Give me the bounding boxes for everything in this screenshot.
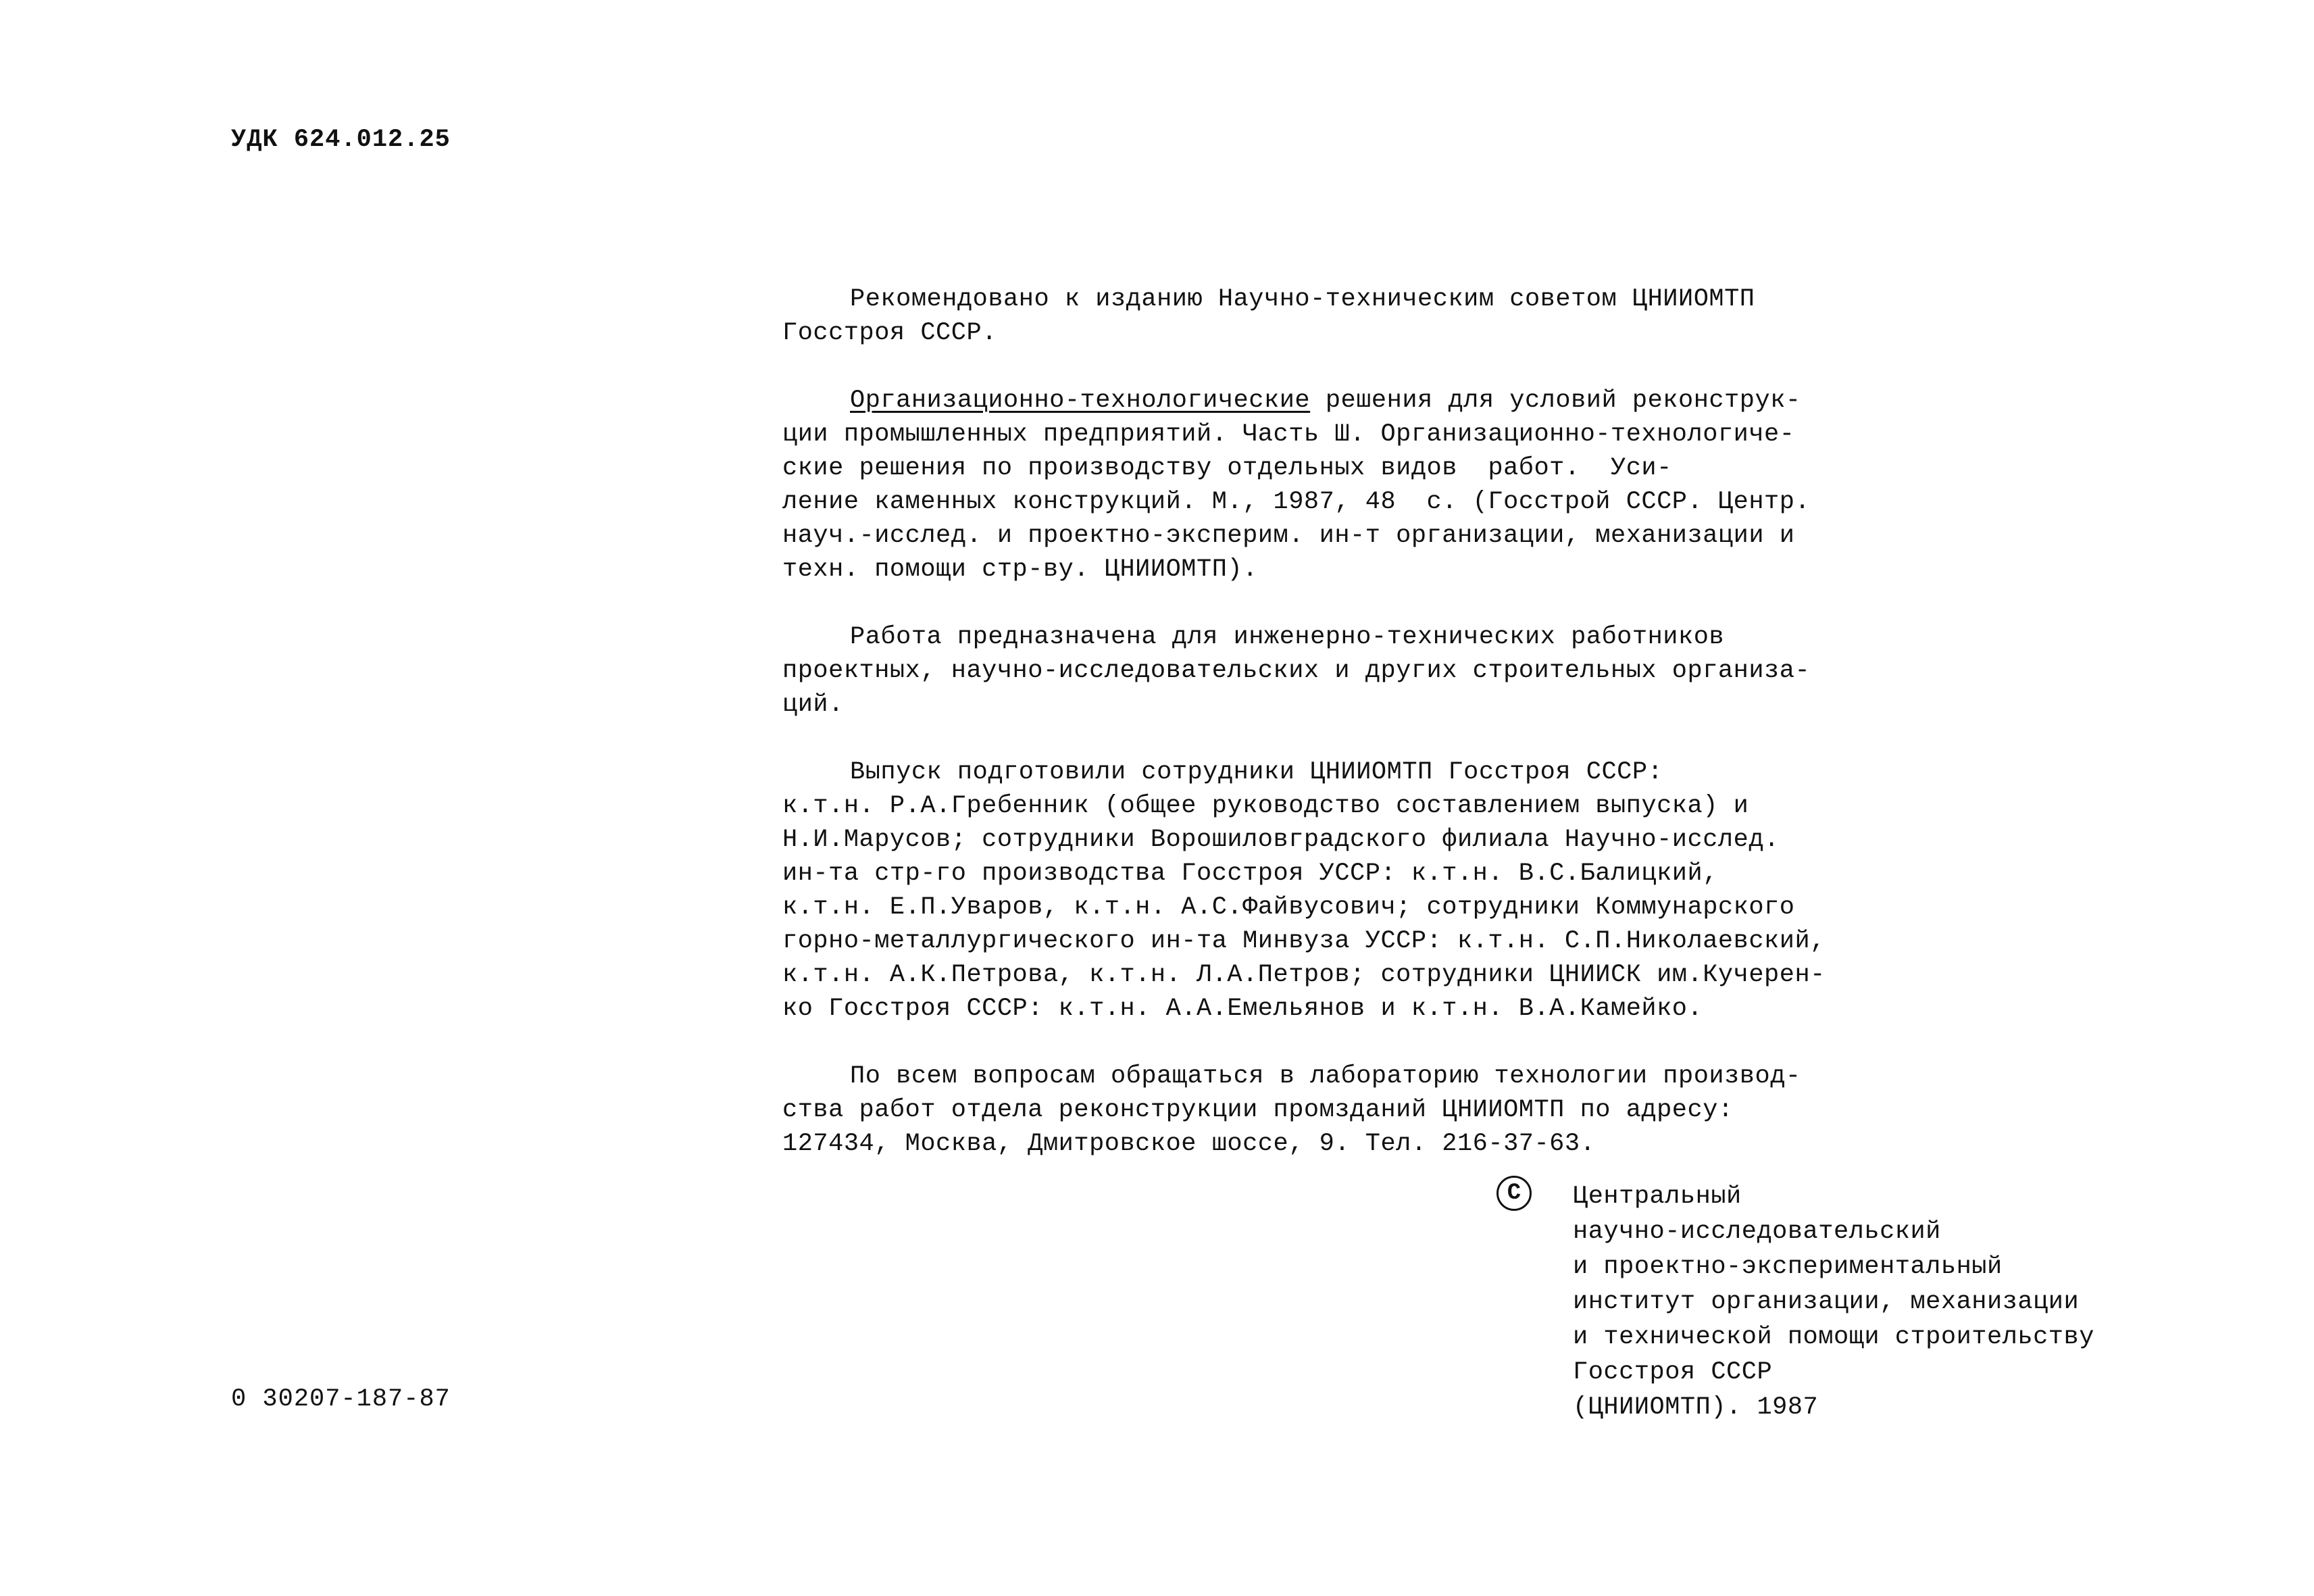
publisher-line: Госстроя СССР: [1573, 1358, 1773, 1387]
text-line: 127434, Москва, Дмитровское шоссе, 9. Тел. 216-37-63.: [782, 1130, 1596, 1158]
text-line: ции промышленных предприятий. Часть Ш. Организационно-технологиче-: [782, 420, 1795, 449]
text-line: к.т.н. Р.А.Гребенник (общее руководство составлением выпуска) и: [782, 792, 1749, 820]
text-line: ко Госстроя СССР: к.т.н. А.А.Емельянов и к.т.н. В.А.Камейко.: [782, 995, 1703, 1023]
contact-paragraph: [782, 1059, 1801, 1161]
text-line: проектных, научно-исследовательских и других строительных организа-: [782, 657, 1811, 685]
text-line: ин-та стр-го производства Госстроя УССР: к.т.н. В.С.Балицкий,: [782, 859, 1718, 888]
text-line: Выпуск подготовили сотрудники ЦНИИОМТП Госстроя СССР:: [850, 758, 1663, 787]
text-line: По всем вопросам обращаться в лабораторию технологии производ-: [850, 1062, 1801, 1091]
audience-paragraph: [782, 620, 1811, 722]
text-line: [782, 384, 1801, 418]
text-line: горно-металлургического ин-та Минвуза УССР: к.т.н. С.П.Николаевский,: [782, 927, 1826, 955]
text-line: техн. помощи стр-ву. ЦНИИОМТП).: [782, 555, 1258, 584]
publisher-line: Центральный: [1573, 1182, 1742, 1211]
udk-index: УДК 624.012.25: [231, 126, 451, 154]
text-line: ские решения по производству отдельных видов работ. Уси-: [782, 454, 1672, 482]
text-line: ства работ отдела реконструкции промзданий ЦНИИОМТП по адресу:: [782, 1096, 1734, 1124]
text-line: Работа предназначена для инженерно-технических работников: [850, 623, 1725, 651]
authors-paragraph: [782, 755, 1826, 1026]
copyright-icon: C: [1496, 1176, 1532, 1211]
text-line: Рекомендовано к изданию Научно-техническим советом ЦНИИОМТП: [850, 285, 1755, 314]
publisher-line: институт организации, механизации: [1573, 1288, 2080, 1316]
publisher-line: и технической помощи строительству: [1573, 1323, 2094, 1351]
publisher-line: и проектно-экспериментальный: [1573, 1253, 2003, 1281]
text-line: Госстроя СССР.: [782, 319, 997, 347]
text-line: к.т.н. А.К.Петрова, к.т.н. Л.А.Петров; сотрудники ЦНИИСК им.Кучерен-: [782, 961, 1826, 989]
underlined-title-word: Организационно-технологические: [850, 386, 1311, 415]
text-line: к.т.н. Е.П.Уваров, к.т.н. А.С.Файвусович; сотрудники Коммунарского: [782, 893, 1795, 922]
text-line: ций.: [782, 691, 844, 719]
recommendation-paragraph: [782, 282, 1755, 350]
publisher-block: [1573, 1179, 2094, 1425]
annotation-block: [782, 282, 1826, 1195]
text-fragment: решения для условий реконструк-: [1310, 386, 1801, 415]
text-line: ление каменных конструкций. М., 1987, 48 с. (Госстрой СССР. Центр.: [782, 488, 1811, 516]
publisher-line: научно-исследовательский: [1573, 1218, 1941, 1246]
bibliographic-paragraph: [782, 384, 1811, 587]
text-line: науч.-исслед. и проектно-эксперим. ин-т организации, механизации и: [782, 522, 1795, 550]
publication-code: 0 30207-187-87: [231, 1385, 451, 1414]
text-line: Н.И.Марусов; сотрудники Ворошиловградского филиала Научно-исслед.: [782, 826, 1780, 854]
publisher-line: (ЦНИИОМТП). 1987: [1573, 1393, 1819, 1422]
